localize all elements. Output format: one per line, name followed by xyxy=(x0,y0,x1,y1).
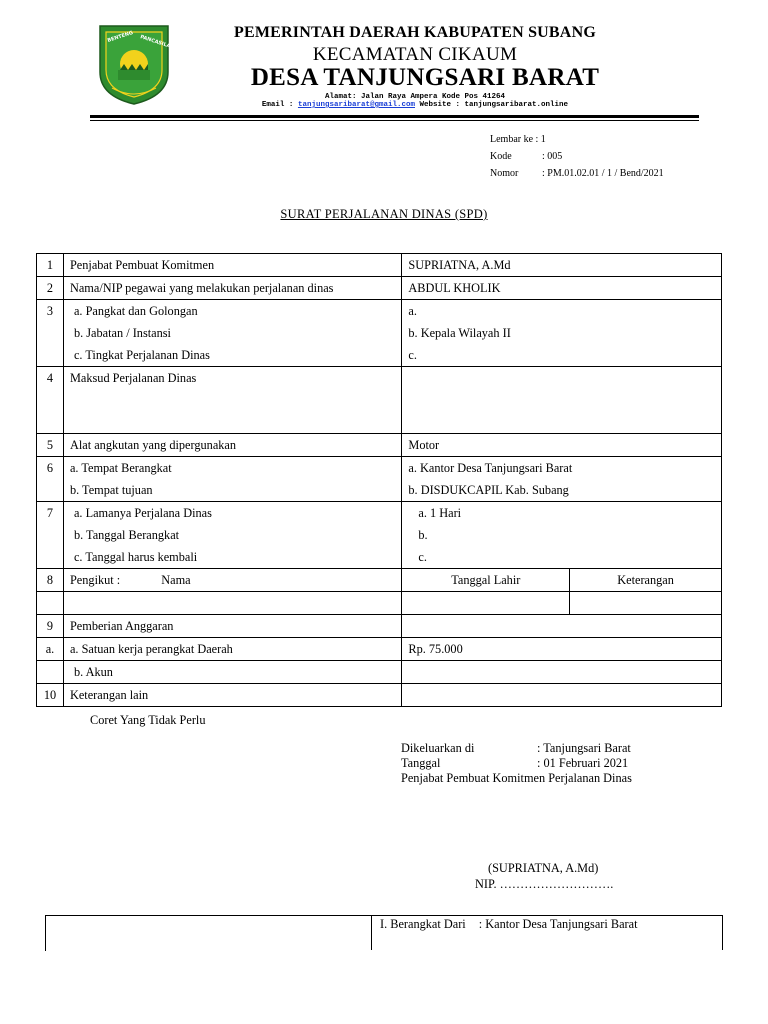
email-label: Email : xyxy=(261,101,294,109)
tingkat-value: c. xyxy=(408,348,417,362)
table-row xyxy=(37,300,722,367)
header-district: KECAMATAN CIKAUM xyxy=(312,44,518,65)
row-number xyxy=(37,592,64,615)
row-value: ABDUL KHOLIK xyxy=(402,277,722,300)
table-row xyxy=(37,502,722,569)
pengikut-nama-cell xyxy=(63,592,401,615)
row-value xyxy=(402,457,722,502)
website-value: tanjungsaribarat.online xyxy=(464,101,569,109)
table-row xyxy=(37,638,722,661)
tanggal-label: Tanggal xyxy=(401,756,441,770)
header-government: PEMERINTAH DAERAH KABUPATEN SUBANG xyxy=(234,24,596,41)
travel-log-divider xyxy=(371,915,372,950)
row-value xyxy=(402,615,722,638)
row-value: Motor xyxy=(402,434,722,457)
travel-log-right-border xyxy=(722,915,723,950)
document-title: SURAT PERJALANAN DINAS (SPD) xyxy=(280,207,488,221)
tgl-berangkat-label: b. Tanggal Berangkat xyxy=(73,528,180,542)
header-address: Alamat: Jalan Raya Ampera Kode Pos 41264 xyxy=(324,93,506,101)
row-value: Rp. 75.000 xyxy=(402,638,722,661)
row-label: Nama/NIP pegawai yang melakukan perjalanan dinas xyxy=(63,277,401,300)
table-row xyxy=(37,684,722,707)
email-link[interactable]: tanjungsaribarat@gmail.com xyxy=(297,101,415,109)
tgl-berangkat-value: b. xyxy=(418,528,428,542)
row-number: 4 xyxy=(37,367,64,434)
row-value xyxy=(402,684,722,707)
spd-table xyxy=(36,253,722,707)
table-row xyxy=(37,254,722,277)
row-label: Alat angkutan yang dipergunakan xyxy=(63,434,401,457)
lama-value: a. 1 Hari xyxy=(418,506,462,520)
table-row xyxy=(37,592,722,615)
svg-text:BENTENG: BENTENG xyxy=(106,29,134,44)
row-value xyxy=(402,300,722,367)
tempat-berangkat-label: a. Tempat Berangkat xyxy=(69,461,172,475)
table-row xyxy=(37,569,722,592)
village-emblem-logo xyxy=(96,20,172,106)
pengikut-label: Pengikut : xyxy=(69,573,121,587)
pangkat-value: a. xyxy=(408,304,417,318)
row-number: 8 xyxy=(37,569,64,592)
table-row xyxy=(37,615,722,638)
header-divider-thick xyxy=(90,115,699,118)
pangkat-label: a. Pangkat dan Golongan xyxy=(73,304,198,318)
table-row xyxy=(37,457,722,502)
footnote: Coret Yang Tidak Perlu xyxy=(90,713,206,727)
row-number: 7 xyxy=(37,502,64,569)
row-value xyxy=(402,661,722,684)
row-label: b. Akun xyxy=(63,661,401,684)
row-label: a. Satuan kerja perangkat Daerah xyxy=(63,638,401,661)
row-label xyxy=(63,569,401,592)
row-number: 6 xyxy=(37,457,64,502)
tanggal-lahir-header: Tanggal Lahir xyxy=(402,569,570,592)
row-value: SUPRIATNA, A.Md xyxy=(402,254,722,277)
row-label: Pemberian Anggaran xyxy=(63,615,401,638)
berangkat-dari xyxy=(380,917,638,932)
row-number: 3 xyxy=(37,300,64,367)
row-label xyxy=(63,300,401,367)
keterangan-header: Keterangan xyxy=(570,569,722,592)
dikeluarkan-value: : Tanjungsari Barat xyxy=(537,741,631,755)
header-contact xyxy=(150,101,680,109)
signatory-name: (SUPRIATNA, A.Md) xyxy=(488,861,599,875)
tgl-kembali-value: c. xyxy=(418,550,427,564)
tempat-berangkat-value: a. Kantor Desa Tanjungsari Barat xyxy=(408,461,573,475)
header-village: DESA TANJUNGSARI BARAT xyxy=(250,64,600,91)
jabatan-value: b. Kepala Wilayah II xyxy=(408,326,511,340)
row-label xyxy=(63,457,401,502)
row-label: Keterangan lain xyxy=(63,684,401,707)
tgl-kembali-label: c. Tanggal harus kembali xyxy=(73,550,198,564)
table-row xyxy=(37,434,722,457)
nomor-label: Nomor xyxy=(490,168,519,179)
row-number: 2 xyxy=(37,277,64,300)
lama-label: a. Lamanya Perjalana Dinas xyxy=(73,506,212,520)
nomor-value: : PM.01.02.01 / 1 / Bend/2021 xyxy=(542,168,664,179)
row-number: 5 xyxy=(37,434,64,457)
tempat-tujuan-label: b. Tempat tujuan xyxy=(69,483,153,497)
pengikut-tgl-cell xyxy=(402,592,570,615)
header-divider-thin xyxy=(90,120,699,121)
row-number: a. xyxy=(37,638,64,661)
table-row xyxy=(37,661,722,684)
row-label xyxy=(63,502,401,569)
row-number xyxy=(37,661,64,684)
table-row xyxy=(37,367,722,434)
signatory-nip: NIP. ………………………. xyxy=(475,877,614,891)
row-value xyxy=(402,367,722,434)
nama-column-header: Nama xyxy=(161,573,191,587)
website-label: Website : xyxy=(419,101,461,109)
tempat-tujuan-value: b. DISDUKCAPIL Kab. Subang xyxy=(408,483,569,497)
signatory-title: Penjabat Pembuat Komitmen Perjalanan Dinas xyxy=(401,771,632,785)
row-number: 10 xyxy=(37,684,64,707)
jabatan-label: b. Jabatan / Instansi xyxy=(73,326,171,340)
tingkat-label: c. Tingkat Perjalanan Dinas xyxy=(73,348,210,362)
pengikut-ket-cell xyxy=(570,592,722,615)
tanggal-value: : 01 Februari 2021 xyxy=(537,756,629,770)
row-number: 1 xyxy=(37,254,64,277)
row-number: 9 xyxy=(37,615,64,638)
kode-label: Kode xyxy=(490,151,512,162)
lembar-ke: Lembar ke : 1 xyxy=(490,134,546,145)
berangkat-label: I. Berangkat Dari xyxy=(380,917,466,931)
table-row xyxy=(37,277,722,300)
berangkat-value: : Kantor Desa Tanjungsari Barat xyxy=(478,917,638,931)
row-label: Maksud Perjalanan Dinas xyxy=(63,367,401,434)
row-value xyxy=(402,502,722,569)
row-label: Penjabat Pembuat Komitmen xyxy=(63,254,401,277)
kode-value: : 005 xyxy=(542,151,563,162)
dikeluarkan-label: Dikeluarkan di xyxy=(401,741,475,755)
svg-text:PANCASILA: PANCASILA xyxy=(139,34,172,50)
